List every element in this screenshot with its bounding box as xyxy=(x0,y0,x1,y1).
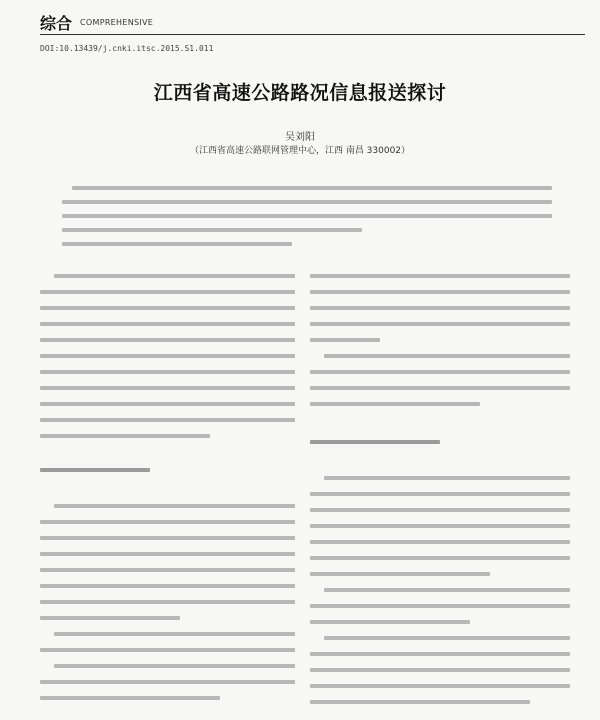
text-line xyxy=(40,648,295,652)
text-line xyxy=(324,354,570,358)
text-line xyxy=(40,696,220,700)
text-line xyxy=(40,552,295,556)
text-line xyxy=(310,386,570,390)
text-line xyxy=(54,632,295,636)
abstract-line xyxy=(62,200,552,204)
text-line xyxy=(324,588,570,592)
text-line xyxy=(310,290,570,294)
text-line xyxy=(310,540,570,544)
text-line xyxy=(54,274,295,278)
text-line xyxy=(40,402,295,406)
keywords-line xyxy=(62,242,292,246)
journal-section-cn: 综合 xyxy=(40,13,73,33)
abstract-line xyxy=(62,214,552,218)
section-heading-line xyxy=(40,468,150,472)
text-line xyxy=(310,322,570,326)
affiliation: （江西省高速公路联网管理中心，江西 南昌 330002） xyxy=(189,146,411,156)
text-line xyxy=(310,556,570,560)
text-line xyxy=(310,274,570,278)
text-line xyxy=(310,508,570,512)
text-line xyxy=(40,338,295,342)
column-right xyxy=(310,270,570,715)
author: 吴刘阳 xyxy=(285,132,315,143)
text-line xyxy=(40,386,295,390)
journal-header xyxy=(40,10,585,35)
text-line xyxy=(310,492,570,496)
text-line xyxy=(324,476,570,480)
text-line xyxy=(310,572,490,576)
text-line xyxy=(310,524,570,528)
text-line xyxy=(40,322,295,326)
text-line xyxy=(40,680,295,684)
text-line xyxy=(40,536,295,540)
text-line xyxy=(40,520,295,524)
text-line xyxy=(40,568,295,572)
paper-title: 江西省高速公路路况信息报送探讨 xyxy=(153,82,447,104)
text-line xyxy=(40,418,295,422)
text-line xyxy=(40,290,295,294)
text-line xyxy=(310,306,570,310)
text-line xyxy=(40,370,295,374)
text-line xyxy=(40,354,295,358)
text-line xyxy=(310,402,480,406)
abstract-line xyxy=(72,186,552,190)
text-line xyxy=(310,668,570,672)
section-heading-line xyxy=(310,440,440,444)
text-line xyxy=(310,604,570,608)
text-line xyxy=(310,620,470,624)
text-line xyxy=(40,600,295,604)
text-line xyxy=(310,370,570,374)
text-line xyxy=(324,636,570,640)
text-line xyxy=(40,616,180,620)
journal-section-en: COMPREHENSIVE xyxy=(80,17,154,27)
text-line xyxy=(40,434,210,438)
text-line xyxy=(310,700,530,704)
text-line xyxy=(40,584,295,588)
abstract-line xyxy=(62,228,362,232)
text-line xyxy=(54,504,295,508)
doi: DOI:10.13439/j.cnki.itsc.2015.S1.011 xyxy=(40,44,214,53)
text-line xyxy=(310,684,570,688)
text-line xyxy=(40,306,295,310)
column-left xyxy=(40,270,295,715)
text-line xyxy=(54,664,295,668)
text-line xyxy=(310,338,380,342)
abstract-block xyxy=(62,180,552,250)
text-line xyxy=(310,652,570,656)
